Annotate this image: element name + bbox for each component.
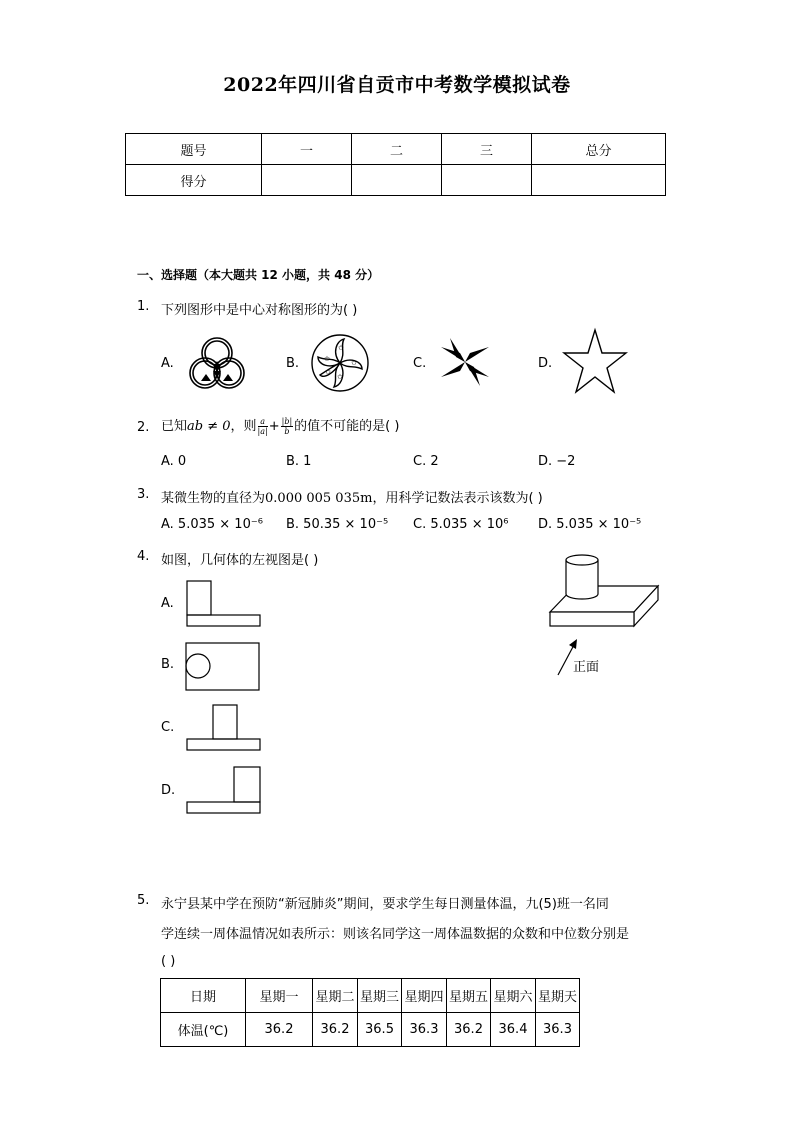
q2-mid: ，则 — [230, 419, 257, 434]
bauhinia-flower-figure — [310, 333, 370, 393]
option-b: B. 1 — [286, 454, 312, 469]
score-table-header-row — [126, 134, 666, 165]
fraction-denominator: b — [284, 427, 290, 436]
q2-fraction-a — [258, 417, 268, 436]
svg-text:✩: ✩ — [338, 344, 344, 352]
table-row-label: 体温(℃) — [161, 1013, 246, 1047]
score-header-cell: 总分 — [532, 134, 666, 165]
question-number: 1. — [137, 299, 150, 314]
table-header-cell: 星期二 — [313, 979, 358, 1013]
score-row-label: 得分 — [126, 165, 262, 196]
table-header-cell: 星期天 — [536, 979, 580, 1013]
four-rhombus-figure — [436, 333, 494, 391]
option-label-c: C. — [161, 720, 175, 735]
fraction-denominator: |a| — [257, 427, 268, 436]
question-text-line3: ( ) — [161, 954, 176, 969]
option-label-b: B. — [161, 657, 175, 672]
table-cell: 36.3 — [536, 1013, 580, 1047]
score-header-cell: 三 — [442, 134, 532, 165]
table-cell: 36.2 — [313, 1013, 358, 1047]
score-cell[interactable] — [352, 165, 442, 196]
q2-condition: ab ≠ 0 — [187, 419, 231, 434]
q2-prefix: 已知 — [161, 419, 188, 434]
option-label-c: C. — [413, 356, 427, 371]
table-cell: 36.3 — [402, 1013, 447, 1047]
option-c: C. 5.035 × 10⁶ — [413, 517, 509, 532]
score-header-cell: 题号 — [126, 134, 262, 165]
geometric-solid-figure — [548, 548, 662, 678]
temperature-header-row — [161, 979, 580, 1013]
q3-text: 某微生物的直径为 — [161, 491, 266, 506]
question-text-line1: 永宁县某中学在预防“新冠肺炎”期间，要求学生每日测量体温，九(5)班一名同 — [161, 897, 609, 912]
option-label-b: B. — [286, 356, 300, 371]
option-d: D. −2 — [538, 454, 576, 469]
option-label-a: A. — [161, 596, 174, 611]
question-number: 3. — [137, 487, 150, 502]
svg-text:✩: ✩ — [351, 359, 357, 367]
question-number: 5. — [137, 893, 150, 908]
q3-value: 0.000 005 035m — [265, 491, 373, 506]
table-header-cell: 星期四 — [402, 979, 447, 1013]
section-heading: 一、选择题（本大题共 12 小题，共 48 分） — [137, 268, 380, 282]
option-c: C. 2 — [413, 454, 439, 469]
star-figure — [563, 328, 627, 396]
question-text — [161, 487, 543, 506]
score-header-cell: 二 — [352, 134, 442, 165]
page-title: 2022年四川省自贡市中考数学模拟试卷 — [223, 74, 571, 96]
table-cell: 36.2 — [246, 1013, 313, 1047]
table-cell: 36.5 — [358, 1013, 402, 1047]
table-header-cell: 日期 — [161, 979, 246, 1013]
trefoil-triangles-figure — [185, 331, 249, 395]
q2-fraction-b — [281, 417, 294, 436]
question-text: 如图，几何体的左视图是( ) — [161, 553, 319, 568]
left-view-c-figure — [186, 704, 262, 752]
left-view-a-figure — [186, 580, 262, 628]
score-cell[interactable] — [262, 165, 352, 196]
temperature-table — [160, 978, 580, 1047]
svg-text:✩: ✩ — [325, 368, 331, 376]
score-table-score-row — [126, 165, 666, 196]
question-text — [161, 414, 399, 440]
score-header-cell: 一 — [262, 134, 352, 165]
svg-text:✩: ✩ — [324, 355, 330, 363]
table-cell: 36.4 — [491, 1013, 536, 1047]
score-cell[interactable] — [442, 165, 532, 196]
q2-plus: + — [268, 419, 280, 434]
option-a: A. 5.035 × 10⁻⁶ — [161, 517, 263, 532]
question-number: 4. — [137, 549, 150, 564]
option-d: D. 5.035 × 10⁻⁵ — [538, 517, 642, 532]
option-a: A. 0 — [161, 454, 187, 469]
table-header-cell: 星期一 — [246, 979, 313, 1013]
table-header-cell: 星期六 — [491, 979, 536, 1013]
q3-text2: ，用科学记数法表示该数为( ) — [372, 491, 543, 506]
temperature-value-row — [161, 1013, 580, 1047]
score-table — [125, 133, 666, 196]
table-cell: 36.2 — [447, 1013, 491, 1047]
question-text-line2: 学连续一周体温情况如表所示：则该名同学这一周体温数据的众数和中位数分别是 — [161, 927, 630, 942]
q2-suffix: 的值不可能的是( ) — [294, 419, 400, 434]
score-cell[interactable] — [532, 165, 666, 196]
option-label-d: D. — [161, 783, 176, 798]
question-number: 2. — [137, 420, 150, 435]
table-header-cell: 星期三 — [358, 979, 402, 1013]
option-b: B. 50.35 × 10⁻⁵ — [286, 517, 389, 532]
fraction-numerator: |b| — [281, 417, 293, 426]
front-label: 正面 — [573, 660, 600, 675]
fraction-numerator: a — [258, 417, 268, 427]
option-label-a: A. — [161, 356, 174, 371]
left-view-b-figure — [185, 642, 261, 692]
option-label-d: D. — [538, 356, 553, 371]
left-view-d-figure — [186, 766, 262, 815]
question-text: 下列图形中是中心对称图形的为( ) — [161, 303, 358, 318]
svg-text:✩: ✩ — [337, 373, 343, 381]
table-header-cell: 星期五 — [447, 979, 491, 1013]
